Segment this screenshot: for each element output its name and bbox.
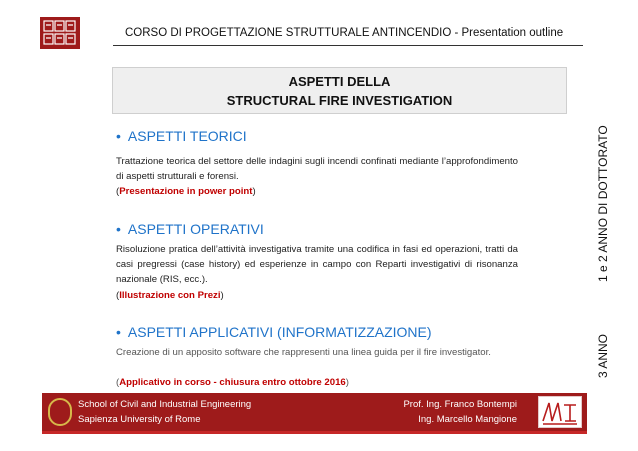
partner-logo-icon <box>539 397 581 427</box>
section-title-operativi <box>116 221 264 237</box>
note-highlight: Presentazione in power point <box>119 186 253 197</box>
department-logo <box>40 17 80 49</box>
sapienza-seal-icon <box>48 398 72 426</box>
timeline-svg <box>585 120 625 385</box>
header-title: CORSO DI PROGETTAZIONE STRUTTURALE ANTINCENDIO - Presentation outline <box>125 27 564 39</box>
section-title-text: ASPETTI TEORICI <box>127 128 247 144</box>
section-note-operativi: (Illustrazione con Prezi) <box>116 290 224 301</box>
footer-university: Sapienza University of Rome <box>78 414 201 425</box>
bullet-icon: • <box>116 128 121 144</box>
section-note-applicativi: (Applicativo in corso - chiusura entro ottobre 2016) <box>116 377 349 388</box>
section-body-teorici: Trattazione teorica del settore delle indagini sugli incendi confinati mediante l’approfondimento di aspetti strutturali e forensi. <box>116 156 518 182</box>
section-title-teorici <box>116 128 247 144</box>
header-divider <box>113 45 583 46</box>
section-note-teorici: (Presentazione in power point) <box>116 186 256 197</box>
timeline-side-labels <box>585 120 625 385</box>
note-highlight: Illustrazione con Prezi <box>119 290 221 301</box>
section-body-applicativi: Creazione di un apposito software che rappresenti una linea guida per il fire investigator. <box>116 347 491 358</box>
slide-heading-line2: STRUCTURAL FIRE INVESTIGATION <box>226 93 453 108</box>
footer-accent-line <box>42 431 587 434</box>
partner-logo <box>538 396 582 428</box>
note-highlight: Applicativo in corso - chiusura entro ottobre 2016 <box>119 377 346 388</box>
side-label-doctorate: 1 e 2 ANNO DI DOTTORATO <box>596 125 610 282</box>
side-label-third-year: 3 ANNO <box>596 333 610 378</box>
bullet-icon: • <box>116 324 121 340</box>
footer-school: School of Civil and Industrial Engineering <box>78 399 252 410</box>
slide-heading-line1: ASPETTI DELLA <box>288 74 391 89</box>
logo-grid-icon <box>43 20 77 46</box>
footer-bar <box>42 393 587 431</box>
section-title-text: ASPETTI APPLICATIVI (INFORMATIZZAZIONE) <box>127 324 432 340</box>
section-title-text: ASPETTI OPERATIVI <box>127 221 264 237</box>
footer-author-2: Ing. Marcello Mangione <box>418 414 517 425</box>
section-body-operativi: Risoluzione pratica dell’attività investigativa tramite una codifica in fasi ed operazioni, tratti da casi pregressi (case history) ed esperienze in campo con Reparti investigativi di risonanza nazionale (RIS, ecc.). <box>116 244 518 285</box>
footer-author-1: Prof. Ing. Franco Bontempi <box>403 399 517 410</box>
bullet-icon: • <box>116 221 121 237</box>
section-title-applicativi <box>116 324 432 340</box>
slide-heading <box>112 67 567 114</box>
